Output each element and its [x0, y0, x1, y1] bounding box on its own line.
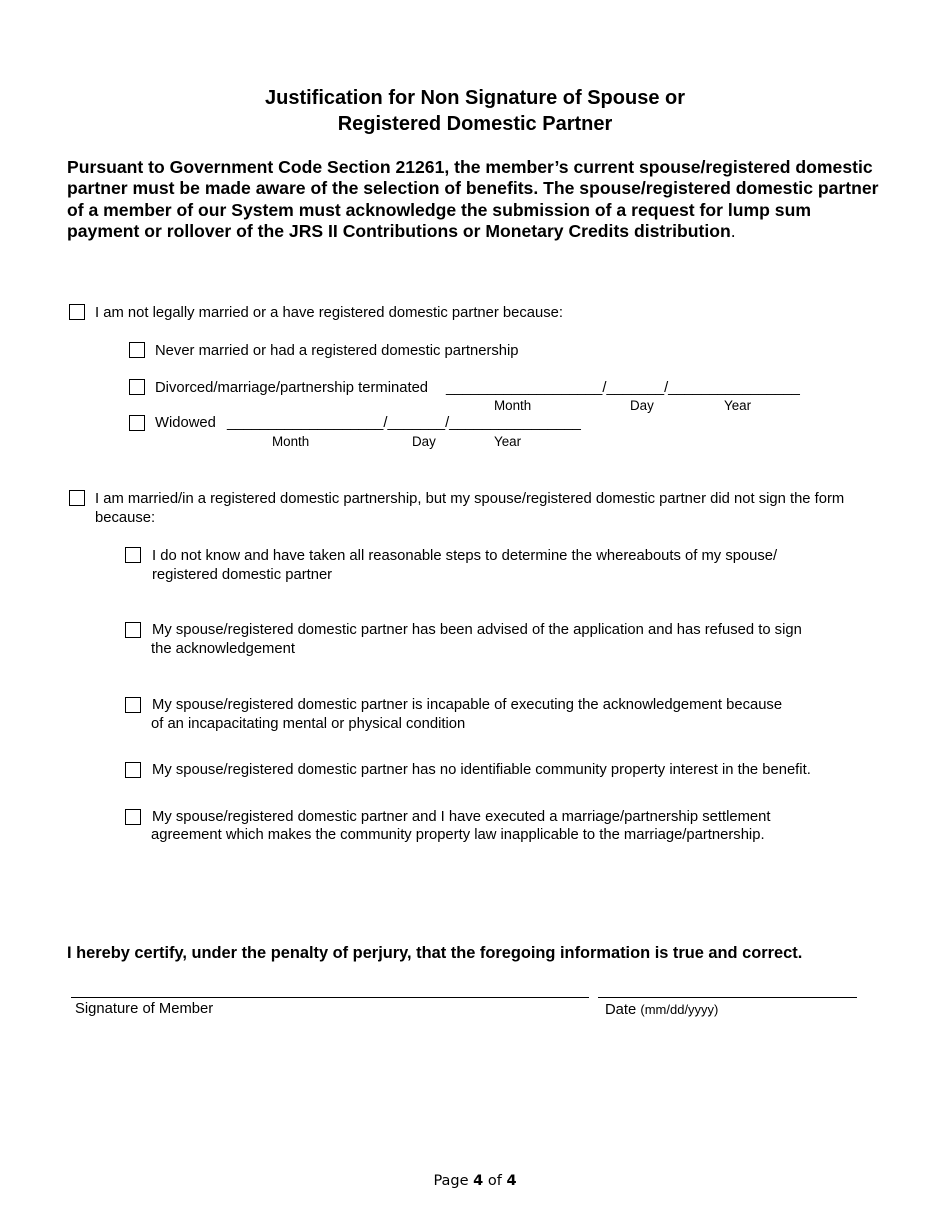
widowed-day-label: Day [412, 434, 436, 449]
refused-to-sign-checkbox[interactable] [125, 622, 141, 638]
divorced-year-label: Year [724, 398, 752, 413]
current-page: 4 [473, 1173, 484, 1189]
whereabouts-unknown-checkbox[interactable] [125, 547, 141, 563]
no-community-interest-checkbox[interactable] [125, 762, 141, 778]
not-married-checkbox[interactable] [69, 304, 85, 320]
date-label [605, 1000, 718, 1020]
widowed-checkbox[interactable] [129, 415, 145, 431]
form-title [0, 85, 950, 137]
certification-statement: I hereby certify, under the penalty of perjury, that the foregoing information is true and correct. [67, 944, 803, 962]
divorced-label: Divorced/marriage/partnership terminated [155, 380, 429, 396]
page-word: Page [433, 1173, 469, 1189]
divorced-day-label: Day [630, 398, 654, 413]
form-title-line-1: Justification for Non Signature of Spouse or [264, 87, 686, 109]
settlement-agreement-checkbox[interactable] [125, 809, 141, 825]
widowed-month-label: Month [272, 434, 310, 449]
incapable-line-1: My spouse/registered domestic partner is incapable of executing the acknowledgement because [152, 697, 783, 713]
incapable-checkbox[interactable] [125, 697, 141, 713]
never-married-checkbox[interactable] [129, 342, 145, 358]
incapable-line-2: of an incapacitating mental or physical condition [151, 716, 466, 732]
not-married-label: I am not legally married or a have registered domestic partner because: [95, 305, 563, 321]
settlement-agreement-line-2: agreement which makes the community property law inapplicable to the marriage/partnership. [151, 827, 765, 843]
never-married-label: Never married or had a registered domestic partnership [155, 343, 519, 359]
no-community-interest-line-1: My spouse/registered domestic partner has no identifiable community property interest in the benefit. [152, 762, 811, 778]
member-signature-label: Signature of Member [75, 1001, 214, 1017]
whereabouts-unknown-line-1: I do not know and have taken all reasonable steps to determine the whereabouts of my spouse/ [152, 548, 778, 564]
intro-text: Pursuant to Government Code Section 21261, the member’s current spouse/registered domestic partner must be made aware of the selection of benefits. The spouse/registered domestic partner of a member of our System must acknowledge the submission of a request for lump sum payment or rollover of the JRS II Contributions or Monetary Credits distribution [67, 157, 879, 242]
date-format-hint: (mm/dd/yyyy) [640, 1002, 719, 1017]
whereabouts-unknown-line-2: registered domestic partner [152, 567, 333, 583]
divorced-month-label: Month [494, 398, 532, 413]
divorced-date-field[interactable]: ___________________/_______/________________ [446, 380, 800, 396]
intro-period: . [730, 221, 736, 242]
married-checkbox[interactable] [69, 490, 85, 506]
widowed-label: Widowed [155, 415, 216, 431]
date-label-text: Date [605, 1002, 637, 1018]
settlement-agreement-line-1: My spouse/registered domestic partner and I have executed a marriage/partnership settlement [152, 809, 771, 825]
date-signature-line[interactable] [598, 997, 857, 998]
refused-to-sign-line-2: the acknowledgement [151, 641, 295, 657]
intro-paragraph [67, 157, 887, 243]
married-label: I am married/in a registered domestic partnership, but my spouse/registered domestic partner did not sign the form because: [95, 491, 845, 526]
total-pages: 4 [506, 1173, 517, 1189]
of-word: of [487, 1173, 502, 1189]
divorced-checkbox[interactable] [129, 379, 145, 395]
widowed-date-field[interactable]: ___________________/_______/________________ [227, 415, 581, 431]
page-number [0, 1173, 950, 1189]
member-signature-line[interactable] [71, 997, 589, 998]
widowed-year-label: Year [494, 434, 522, 449]
form-title-line-2: Registered Domestic Partner [337, 113, 613, 135]
refused-to-sign-line-1: My spouse/registered domestic partner has been advised of the application and has refused to sign [152, 622, 802, 638]
